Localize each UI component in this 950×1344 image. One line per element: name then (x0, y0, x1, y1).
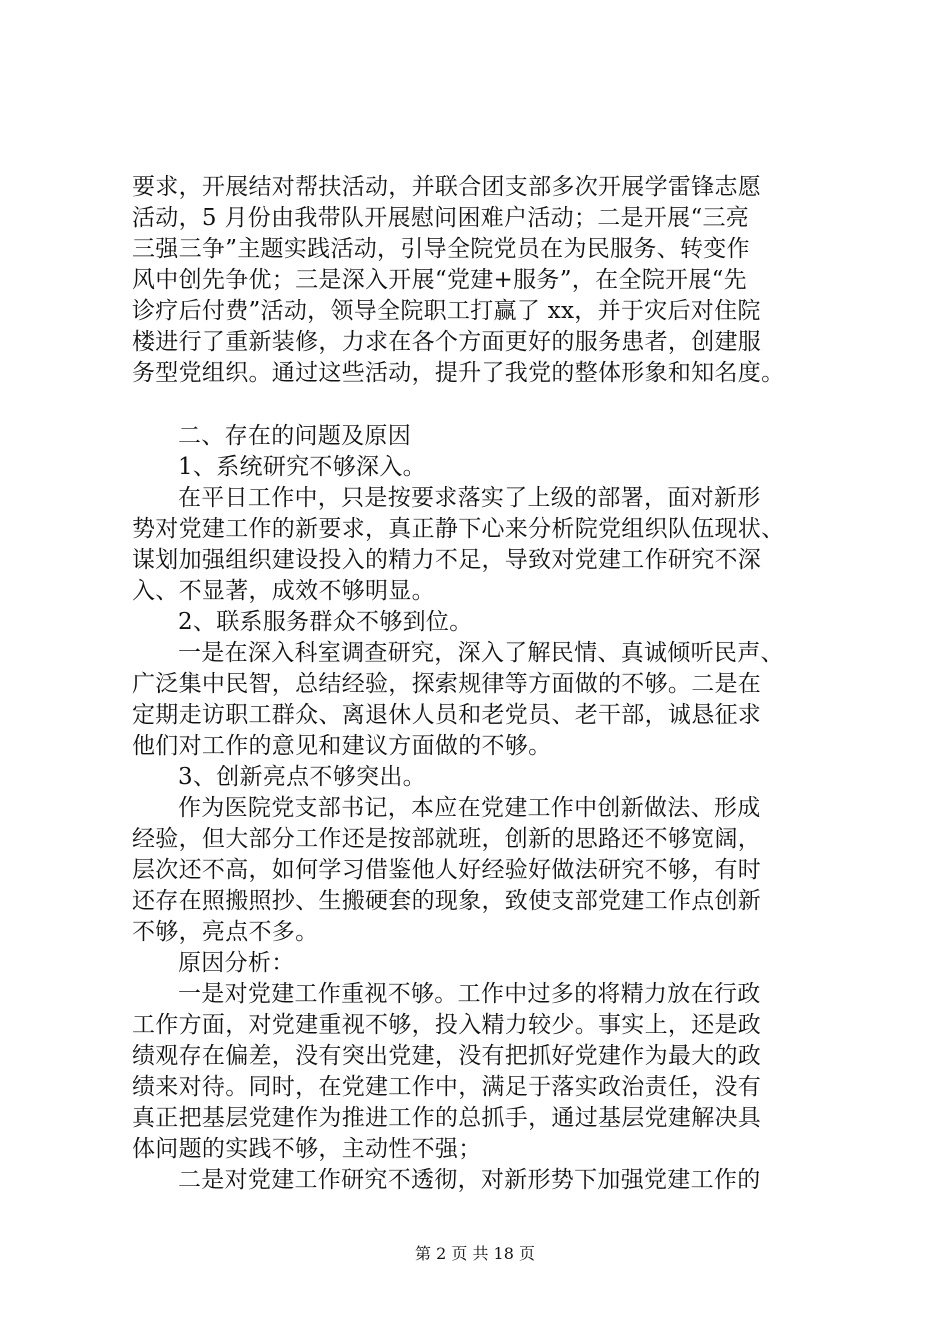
text-line: 绩观存在偏差，没有突出党建，没有把抓好党建作为最大的政 (132, 1043, 762, 1069)
document-body (132, 172, 844, 1196)
text-line: 还存在照搬照抄、生搬硬套的现象，致使支部党建工作点创新 (132, 888, 762, 914)
text-line: 活动，5 月份由我带队开展慰问困难户活动；二是开展“三亮 (132, 205, 750, 231)
text-line: 要求，开展结对帮扶活动，并联合团支部多次开展学雷锋志愿 (132, 174, 762, 200)
text-line: 谋划加强组织建设投入的精力不足，导致对党建工作研究不深 (132, 547, 762, 573)
text-line: 入、不显著，成效不够明显。 (132, 578, 435, 604)
text-line: 广泛集中民智，总结经验，探索规律等方面做的不够。二是在 (132, 671, 762, 697)
text-line: 楼进行了重新装修，力求在各个方面更好的服务患者，创建服 (132, 329, 762, 355)
text-line: 定期走访职工群众、离退休人员和老党员、老干部，诚恳征求 (132, 702, 762, 728)
text-line: 原因分析： (178, 950, 295, 976)
page-footer: 第 2 页 共 18 页 (415, 1244, 535, 1263)
text-line: 二、存在的问题及原因 (178, 423, 411, 449)
text-line: 层次还不高，如何学习借鉴他人好经验好做法研究不够，有时 (132, 857, 762, 883)
text-line: 势对党建工作的新要求，真正静下心来分析院党组织队伍现状、 (132, 516, 785, 542)
text-line: 1、系统研究不够深入。 (178, 454, 426, 480)
text-line: 不够，亮点不多。 (132, 919, 319, 945)
text-line: 作为医院党支部书记，本应在党建工作中创新做法、形成 (178, 795, 761, 821)
text-line: 务型党组织。通过这些活动，提升了我党的整体形象和知名度。 (132, 360, 785, 386)
text-line: 真正把基层党建作为推进工作的总抓手，通过基层党建解决具 (132, 1105, 762, 1131)
text-line: 工作方面，对党建重视不够，投入精力较少。事实上，还是政 (132, 1012, 762, 1038)
text-line: 二是对党建工作研究不透彻，对新形势下加强党建工作的 (178, 1167, 761, 1193)
text-line: 一是在深入科室调查研究，深入了解民情、真诚倾听民声、 (178, 640, 784, 666)
text-line: 诊疗后付费”活动，领导全院职工打赢了 xx，并于灾后对住院 (132, 298, 761, 324)
text-line: 三强三争”主题实践活动，引导全院党员在为民服务、转变作 (132, 236, 750, 262)
text-line: 3、创新亮点不够突出。 (178, 764, 426, 790)
text-line: 一是对党建工作重视不够。工作中过多的将精力放在行政 (178, 981, 761, 1007)
text-line: 2、联系服务群众不够到位。 (178, 609, 473, 635)
text-line: 他们对工作的意见和建议方面做的不够。 (132, 733, 552, 759)
text-line: 体问题的实践不够，主动性不强； (132, 1136, 482, 1162)
text-line: 在平日工作中，只是按要求落实了上级的部署，面对新形 (178, 485, 761, 511)
text-line: 绩来对待。同时，在党建工作中，满足于落实政治责任，没有 (132, 1074, 762, 1100)
text-line: 经验，但大部分工作还是按部就班，创新的思路还不够宽阔， (132, 826, 762, 852)
text-line: 风中创先争优；三是深入开展“党建+服务”，在全院开展“先 (132, 267, 747, 293)
